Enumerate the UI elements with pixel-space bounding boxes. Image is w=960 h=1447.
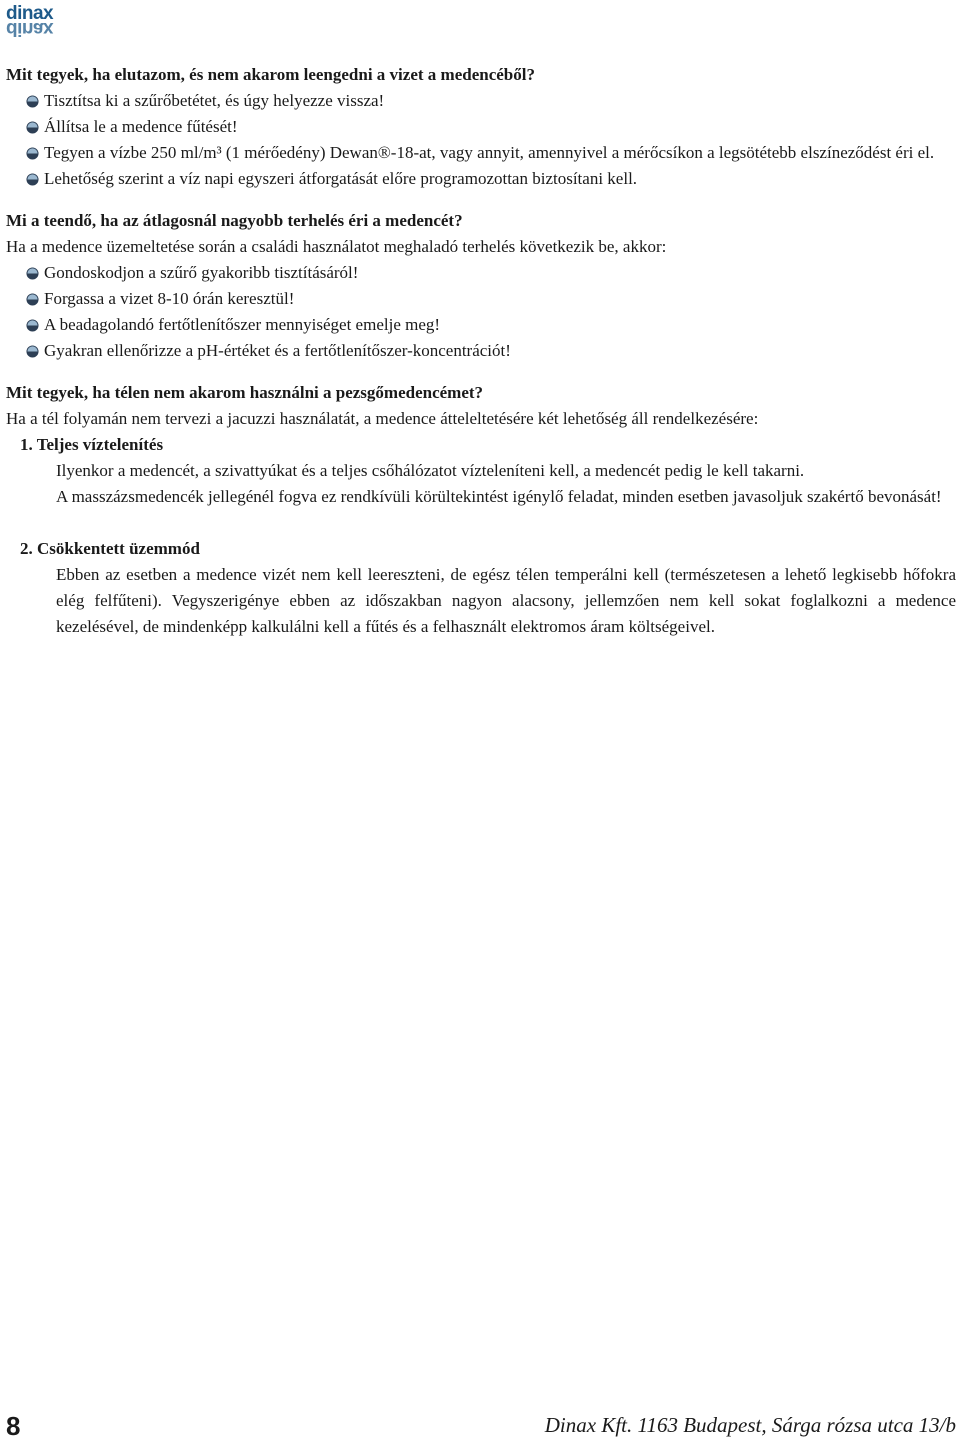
document-body bbox=[6, 62, 956, 640]
option-body bbox=[6, 458, 956, 510]
section-travel bbox=[6, 62, 956, 192]
list-item bbox=[6, 88, 956, 114]
list-item bbox=[6, 338, 956, 364]
bullet-text: Lehetőség szerint a víz napi egyszeri átforgatását előre programozottan biztosítani kell. bbox=[44, 169, 638, 188]
option-title: 2. Csökkentett üzemmód bbox=[20, 539, 200, 558]
dinax-logo bbox=[4, 2, 68, 42]
bullet-list bbox=[6, 260, 956, 364]
list-item bbox=[6, 260, 956, 286]
option-body bbox=[6, 562, 956, 640]
svg-text:dinax: dinax bbox=[6, 18, 54, 39]
bullet-text: Forgassa a vizet 8-10 órán keresztül! bbox=[44, 289, 295, 308]
bullet-icon bbox=[26, 319, 39, 332]
bullet-text: Gyakran ellenőrizze a pH-értéket és a fertőtlenítőszer-koncentrációt! bbox=[44, 341, 511, 360]
bullet-icon bbox=[26, 95, 39, 108]
numbered-option bbox=[6, 432, 956, 510]
bullet-icon bbox=[26, 173, 39, 186]
section-heavy-load bbox=[6, 208, 956, 364]
bullet-icon bbox=[26, 293, 39, 306]
page-number: 8 bbox=[6, 1411, 21, 1441]
option-paragraph: Ilyenkor a medencét, a szivattyúkat és a teljes csőhálózatot vízteleníteni kell, a medencét pedig le kell takarni. bbox=[56, 461, 805, 480]
bullet-icon bbox=[26, 345, 39, 358]
section-intro: Ha a tél folyamán nem tervezi a jacuzzi használatát, a medence átteleltetésére két lehetőség áll rendelkezésére: bbox=[6, 409, 759, 428]
list-item bbox=[6, 166, 956, 192]
bullet-text: Állítsa le a medence fűtését! bbox=[44, 117, 238, 136]
list-item bbox=[6, 114, 956, 140]
option-paragraph: Ebben az esetben a medence vizét nem kell leereszteni, de egész télen temperálni kell (természetesen a lehető legkisebb hőfokra elég felfűteni). Vegyszerigénye ebben az időszakban nagyon alacsony, jellemzően nem kell sokat foglalkozni a medence kezelésével, de mindenképp kalkulálni kell a fűtés és a felhasznált elektromos áram költségeivel. bbox=[56, 565, 956, 636]
section-heading: Mi a teendő, ha az átlagosnál nagyobb terhelés éri a medencét? bbox=[6, 211, 463, 230]
bullet-list bbox=[6, 88, 956, 192]
bullet-icon bbox=[26, 267, 39, 280]
list-item bbox=[6, 312, 956, 338]
bullet-text: Tegyen a vízbe 250 ml/m³ (1 mérőedény) Dewan®-18-at, vagy annyit, amennyivel a mérőcsíkon a legsötétebb elszíneződést éri el. bbox=[44, 143, 935, 162]
bullet-text: A beadagolandó fertőtlenítőszer mennyiséget emelje meg! bbox=[44, 315, 441, 334]
option-title: 1. Teljes víztelenítés bbox=[20, 435, 164, 454]
bullet-icon bbox=[26, 147, 39, 160]
section-heading: Mit tegyek, ha télen nem akarom használni a pezsgőmedencémet? bbox=[6, 383, 484, 402]
list-item bbox=[6, 140, 956, 166]
bullet-text: Gondoskodjon a szűrő gyakoribb tisztításáról! bbox=[44, 263, 359, 282]
numbered-option bbox=[6, 536, 956, 640]
svg-text:dinax: dinax bbox=[6, 3, 54, 24]
bullet-text: Tisztítsa ki a szűrőbetétet, és úgy helyezze vissza! bbox=[44, 91, 385, 110]
option-paragraph: A masszázsmedencék jellegénél fogva ez rendkívüli körültekintést igénylő feladat, minden esetben javasoljuk szakértő bevonását! bbox=[56, 487, 942, 506]
list-item bbox=[6, 286, 956, 312]
section-heading: Mit tegyek, ha elutazom, és nem akarom leengedni a vizet a medencéből? bbox=[6, 65, 535, 84]
bullet-icon bbox=[26, 121, 39, 134]
section-winter bbox=[6, 380, 956, 640]
company-address: Dinax Kft. 1163 Budapest, Sárga rózsa utca 13/b bbox=[544, 1413, 956, 1437]
section-intro: Ha a medence üzemeltetése során a családi használatot meghaladó terhelés következik be, akkor: bbox=[6, 237, 667, 256]
